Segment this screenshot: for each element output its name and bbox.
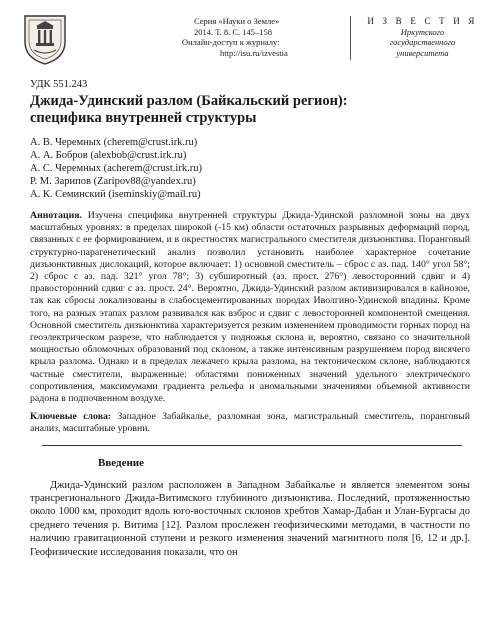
- volume-label: 2014. Т. 8. С. 145–158: [194, 26, 273, 37]
- abstract-label: Аннотация.: [30, 210, 83, 221]
- journal-sub-2: государственного: [389, 37, 456, 47]
- journal-header: [0, 0, 500, 70]
- article-body: [30, 78, 470, 559]
- header-divider: [350, 16, 351, 60]
- online-access-label: Онлайн-доступ к журналу:: [182, 37, 280, 47]
- abstract-text: Изучена специфика внутренней структуры Джида-Удинской разломной зоны на двух масштабных уровнях: в пределах широкой (-15 км) области остаточных разрывных деформаций пород, связанных с ее формированием, и в окрестностях магистрального сместителя дизъюнктива. Поранговый структурно-парагенетический анализ позволил установить наиболее характерное сочетание дизъюнктивных дислокаций, которое включает: 1) основной сместитель – сброс с аз. пад. 140° угол 58°; 2) сброс с аз. пад. 321° угол 78°; 3) субширотный (аз. прост. 276°) левосторонний сдвиг и 4) правосторонний сдвиг с аз. прост. 24°. Вероятно, Джида-Удинский разлом активизировался в кайнозое, так как сбросы локализованы в слабосцементированных породах Иволгино-Удинской впадины. Кроме того, на разных этапах разлом развивался как взброс и сдвиг с левосторонней компонентой смещения. Основной сместитель дизъюнктива характеризуется резким изменением проводимости горных пород на геоэлектрическом разрезе, что наблюдается у подножья склона и, вероятно, связано со значительной мощностью обломочных образований под склоном, а также интенсивным разрушением пород висячего крыла разлома. Однако и в пределах лежачего крыла разлома, на тектоническом склоне, наблюдаются частные сместители, выраженные: областями пониженных значений удельного электрического сопротивления, максимумами градиента рельефа и аномальными значениями объемной активности радона в подпочвенном воздухе.: [30, 210, 470, 405]
- author-4: Р. М. Зарипов (Zaripov88@yandex.ru): [30, 176, 196, 187]
- journal-name: И З В Е С Т И Я: [367, 16, 478, 26]
- article-title-line-2: специфика внутренней структуры: [30, 110, 257, 126]
- journal-name-block: [360, 16, 485, 58]
- series-label: Серия «Науки о Земле»: [194, 16, 280, 26]
- keywords-label: Ключевые слова:: [30, 411, 112, 423]
- author-2: А. А. Бобров (alexbob@crust.irk.ru): [30, 150, 187, 161]
- keywords: [30, 411, 470, 435]
- author-list: [30, 136, 470, 201]
- intro-heading: Введение: [98, 456, 145, 469]
- keywords-text: Западное Забайкалье, разломная зона, магистральный сместитель, поранговый анализ, масштабные уровни.: [30, 411, 470, 435]
- author-3: А. С. Черемных (acherem@crust.irk.ru): [30, 163, 202, 174]
- journal-info: [182, 16, 322, 58]
- section-divider: [42, 445, 462, 446]
- article-title-line-1: Джида-Удинский разлом (Байкальский регион):: [30, 93, 348, 109]
- author-5: А. К. Семинский (iseminskiy@mail.ru): [30, 189, 201, 200]
- udk-code: УДК 551.243: [30, 79, 88, 90]
- article-title: [30, 93, 470, 127]
- author-1: А. В. Черемных (cherem@crust.irk.ru): [30, 137, 198, 148]
- journal-sub-3: университета: [396, 47, 449, 58]
- journal-sub-1: Иркутского: [400, 26, 445, 37]
- abstract: [30, 210, 470, 405]
- intro-paragraph: Джида-Удинский разлом расположен в Западном Забайкалье и является элементом зоны трансрегионального Джида-Витимского глубинного дизъюнктива. Последний, протяженностью около 1000 км, проходит вдоль юго-восточных склонов хребтов Хамар-Дабан и Улан-Бургасы до среднего течения р. Витима [12]. Разлом прослежен геофизическими методами, в частности по наличию гравитационной ступени и резкого изменения значений магнитного поля [6, 12 и др.]. Геофизические исследования показали, что он: [30, 479, 470, 558]
- journal-url[interactable]: http://isu.ru/izvestia: [220, 47, 288, 58]
- university-logo: [20, 12, 70, 67]
